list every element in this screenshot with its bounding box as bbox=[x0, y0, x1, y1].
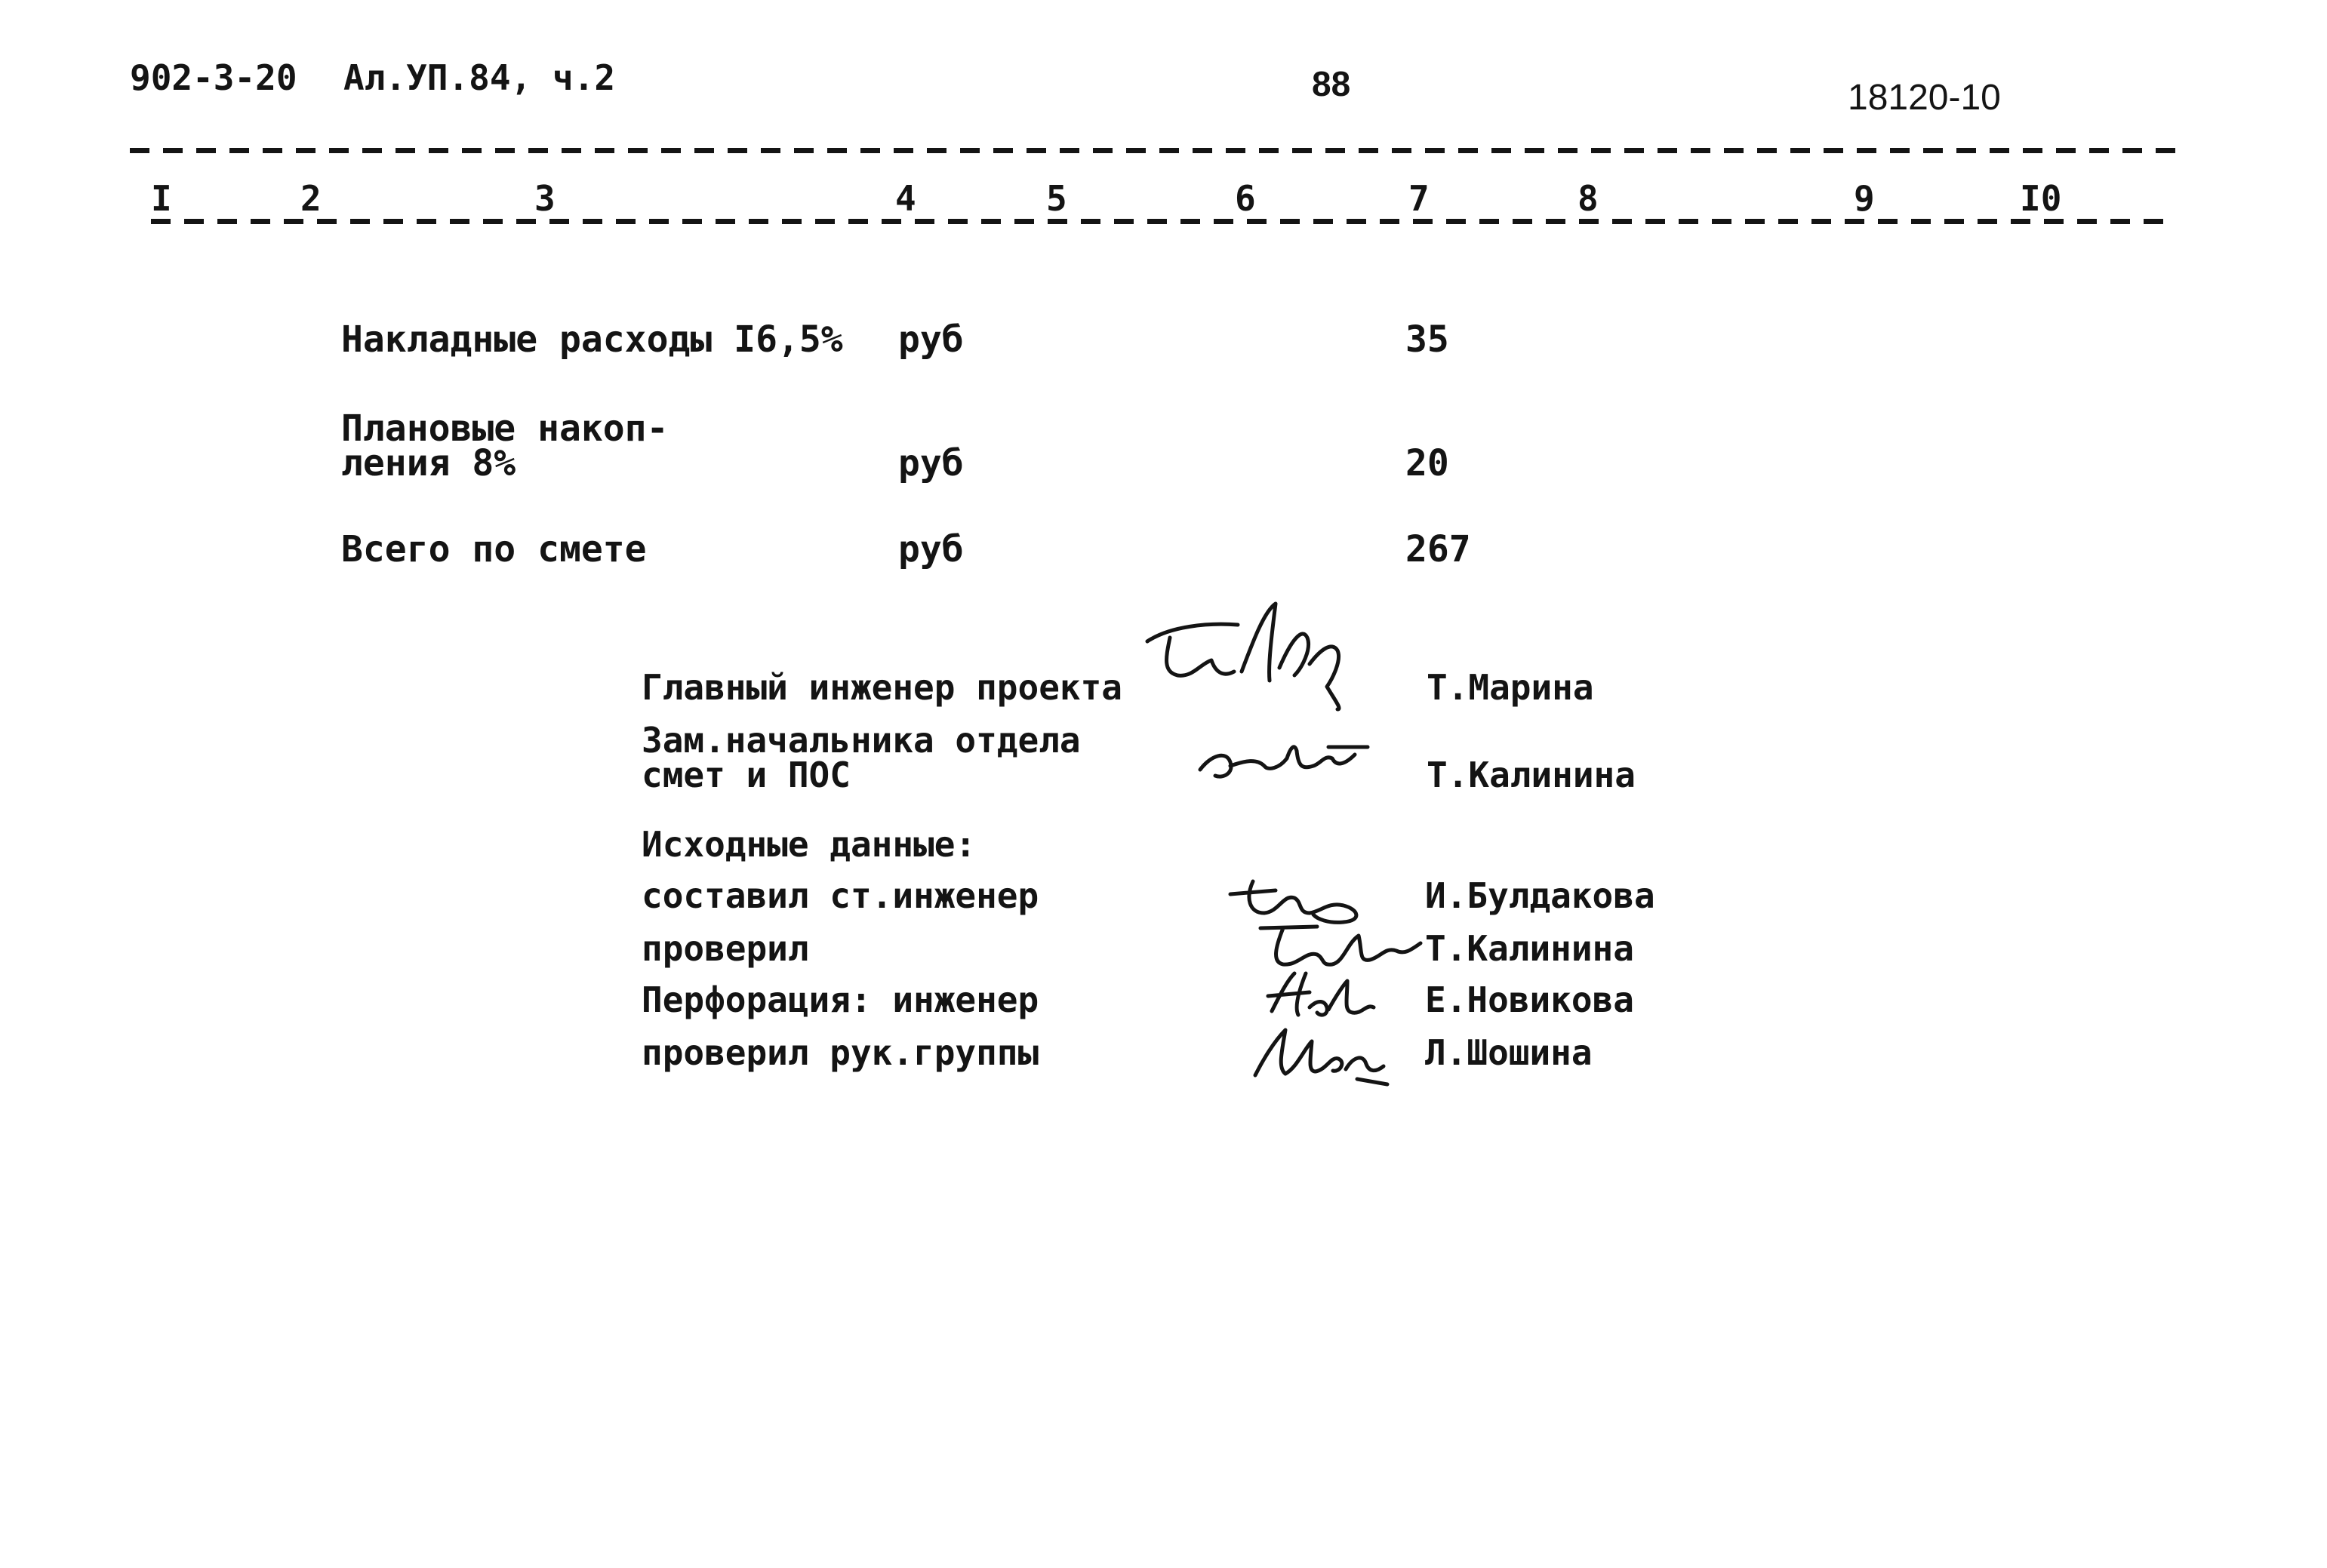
perforation-role: Перфорация: инженер bbox=[642, 979, 1039, 1020]
perforation-name: Е.Новикова bbox=[1425, 979, 1634, 1020]
planned-savings-value: 20 bbox=[1405, 442, 1449, 484]
column-number: 9 bbox=[1854, 178, 1875, 219]
source-data-heading: Исходные данные: bbox=[642, 824, 977, 865]
overhead-value: 35 bbox=[1405, 318, 1449, 361]
planned-savings-label-line1: Плановые накоп- bbox=[341, 407, 669, 450]
column-number: 3 bbox=[534, 178, 556, 219]
group-lead-role: проверил рук.группы bbox=[642, 1032, 1039, 1073]
chief-engineer-name: Т.Марина bbox=[1427, 667, 1594, 708]
page-number: 88 bbox=[1312, 64, 1351, 103]
column-numbers-underline bbox=[151, 219, 2175, 224]
checked-name: Т.Калинина bbox=[1425, 928, 1634, 969]
column-number: 2 bbox=[300, 178, 322, 219]
deputy-head-role-line1: Зам.начальника отдела bbox=[642, 720, 1081, 761]
signature-group-lead bbox=[1244, 1022, 1395, 1090]
signature-checked bbox=[1245, 913, 1427, 973]
column-number: I bbox=[151, 178, 172, 219]
deputy-head-name: Т.Калинина bbox=[1427, 755, 1636, 795]
planned-savings-unit: руб bbox=[898, 442, 964, 484]
total-unit: руб bbox=[898, 528, 964, 570]
overhead-unit: руб bbox=[898, 318, 964, 361]
group-lead-name: Л.Шошина bbox=[1425, 1032, 1593, 1073]
header-divider bbox=[130, 148, 2175, 153]
signature-deputy-head bbox=[1193, 724, 1381, 792]
column-number: 4 bbox=[895, 178, 916, 219]
signature-perforation bbox=[1253, 966, 1381, 1026]
compiled-role: составил ст.инженер bbox=[642, 875, 1039, 916]
signature-chief-engineer bbox=[1140, 596, 1366, 709]
checked-role: проверил bbox=[642, 928, 809, 969]
document-code: 902-3-20 bbox=[130, 57, 297, 98]
compiled-name: И.Булдакова bbox=[1425, 875, 1655, 916]
sheet-code: 18120-10 bbox=[1848, 78, 2001, 118]
column-number: 7 bbox=[1408, 178, 1430, 219]
total-label: Всего по смете bbox=[341, 528, 647, 570]
total-value: 267 bbox=[1405, 528, 1471, 570]
album-reference: Ал.УП.84, ч.2 bbox=[343, 57, 616, 98]
deputy-head-role-line2: смет и ПОС bbox=[642, 755, 851, 795]
column-number: 8 bbox=[1577, 178, 1599, 219]
column-number: 5 bbox=[1046, 178, 1067, 219]
planned-savings-label-line2: ления 8% bbox=[341, 442, 516, 484]
column-number: I0 bbox=[2020, 178, 2062, 219]
column-number: 6 bbox=[1235, 178, 1256, 219]
chief-engineer-role: Главный инженер проекта bbox=[642, 667, 1122, 708]
overhead-label: Накладные расходы I6,5% bbox=[341, 318, 843, 361]
